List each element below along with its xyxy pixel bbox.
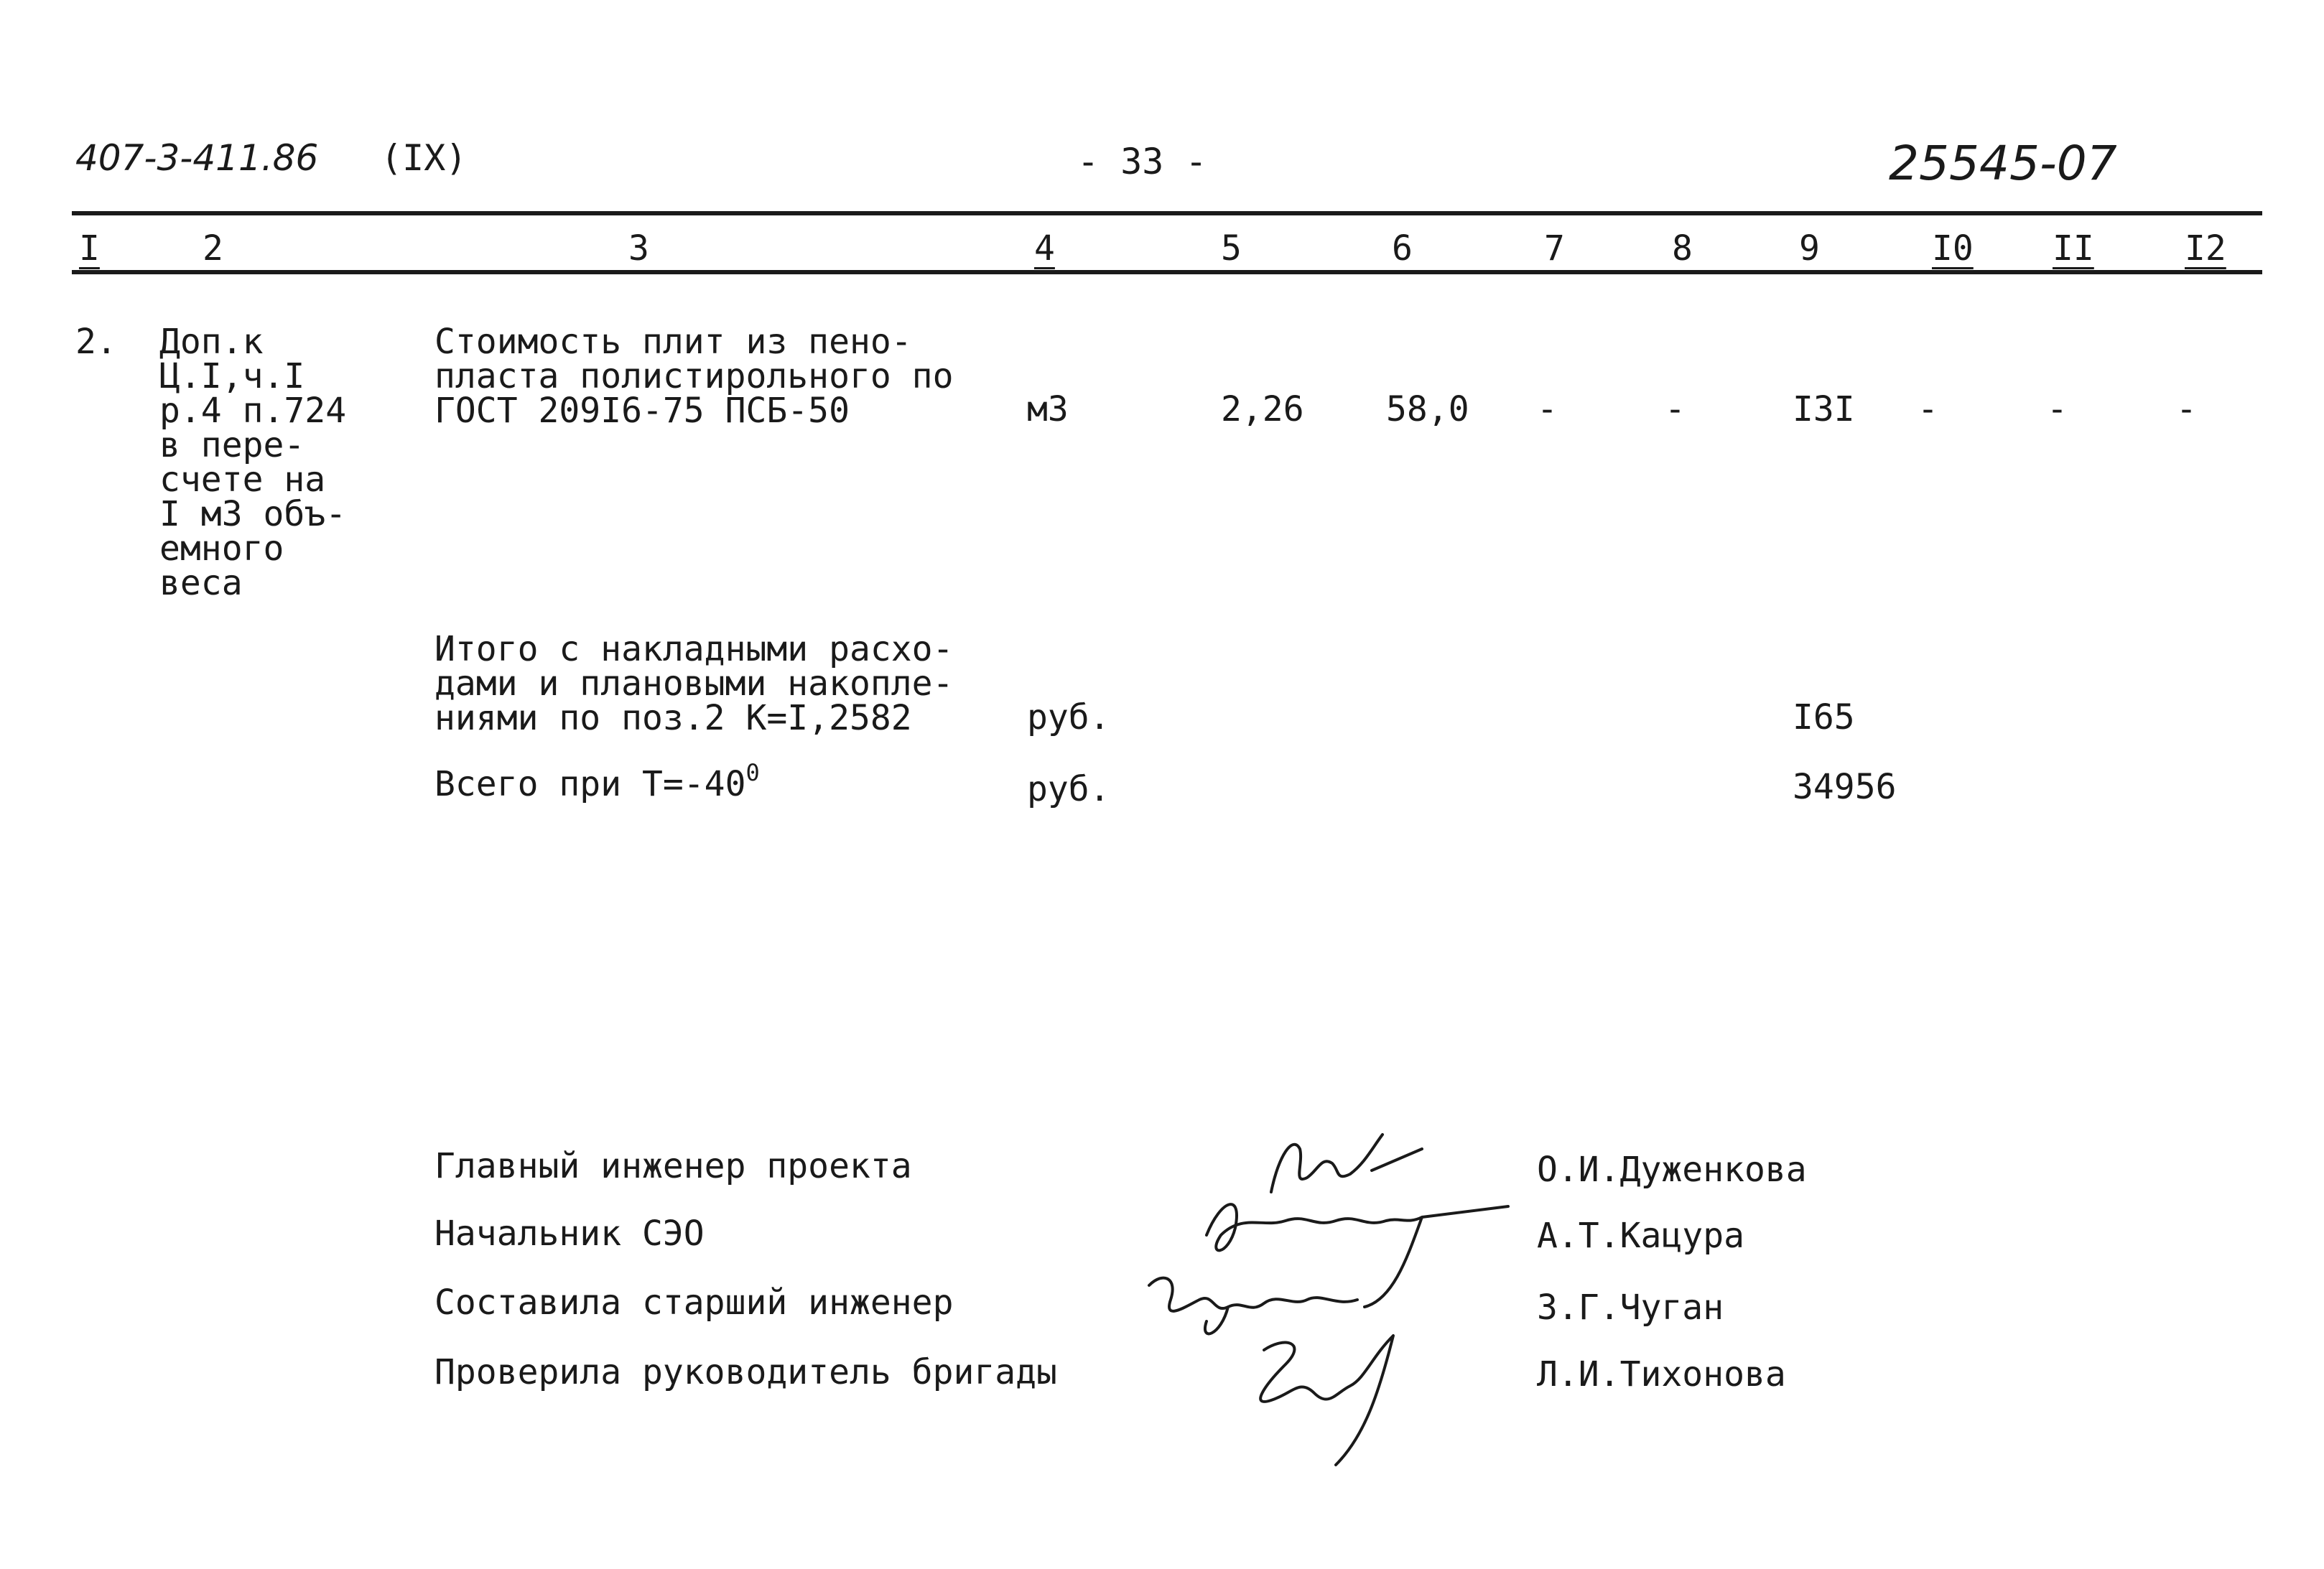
- header-rule-bottom: [72, 270, 2262, 274]
- column-header-9: 9: [1799, 228, 1820, 269]
- column-header-2: 2: [203, 228, 223, 269]
- total-overhead-unit: руб.: [1027, 697, 1110, 737]
- row-description: Стоимость плит из пено- пласта полистирольного по ГОСТ 209I6-75 ПСБ-50: [434, 322, 954, 431]
- signature-2-stroke: [1207, 1204, 1508, 1307]
- signature-role-4: Проверила руководитель бригады: [434, 1352, 1057, 1392]
- column-header-8: 8: [1672, 228, 1693, 269]
- grand-total-value: 34956: [1793, 767, 1897, 807]
- grand-total-unit: руб.: [1027, 769, 1110, 809]
- signature-role-3: Составила старший инженер: [434, 1282, 954, 1323]
- row-reference: Доп.к Ц.I,ч.I р.4 п.724 в пере- счете на I м3 объ- емного веса: [159, 322, 347, 603]
- signature-name-2: А.Т.Кацура: [1537, 1216, 1744, 1256]
- row-col8: -: [1665, 389, 1686, 429]
- row-col11: -: [2047, 389, 2068, 429]
- doc-code: 407-3-411.86: [75, 137, 319, 179]
- column-header-1: I: [79, 228, 100, 269]
- signature-name-4: Л.И.Тихонова: [1537, 1354, 1786, 1395]
- row-col10: -: [1918, 389, 1938, 429]
- column-header-6: 6: [1392, 228, 1413, 269]
- page-number: - 33 -: [1077, 141, 1207, 182]
- row-col6: 58,0: [1386, 389, 1469, 429]
- column-header-12: I2: [2185, 228, 2226, 269]
- row-number: 2.: [75, 322, 117, 362]
- signature-1-stroke: [1271, 1135, 1422, 1192]
- grand-total-description: [434, 759, 760, 804]
- signature-name-1: О.И.Дуженкова: [1537, 1150, 1807, 1190]
- signature-role-1: Главный инженер проекта: [434, 1146, 912, 1186]
- degree-superscript: 0: [745, 759, 760, 786]
- signature-4-stroke: [1260, 1336, 1393, 1465]
- column-header-5: 5: [1221, 228, 1242, 269]
- total-overhead-value: I65: [1793, 697, 1855, 737]
- column-header-11: II: [2053, 228, 2094, 269]
- row-col12: -: [2176, 389, 2197, 429]
- signature-3-stroke: [1149, 1278, 1357, 1334]
- total-overhead-description: Итого с накладными расхо- дами и плановыми накопле- ниями по поз.2 К=I,2582: [434, 629, 954, 738]
- row-col9: I3I: [1793, 389, 1855, 429]
- column-header-7: 7: [1544, 228, 1565, 269]
- handwritten-signatures: [1120, 1091, 1551, 1479]
- row-col7: -: [1537, 389, 1558, 429]
- signature-name-3: З.Г.Чуган: [1537, 1288, 1724, 1328]
- header-rule-top: [72, 211, 2262, 215]
- archive-number: 25545-07: [1889, 136, 2117, 191]
- row-col5: 2,26: [1221, 389, 1304, 429]
- signature-role-2: Начальник СЭО: [434, 1214, 705, 1254]
- column-header-3: 3: [628, 228, 649, 269]
- grand-total-text: Всего при Т=-40: [434, 764, 746, 804]
- column-header-10: I0: [1932, 228, 1974, 269]
- row-unit: м3: [1027, 389, 1069, 429]
- doc-part: (IX): [381, 137, 468, 179]
- column-header-4: 4: [1034, 228, 1055, 269]
